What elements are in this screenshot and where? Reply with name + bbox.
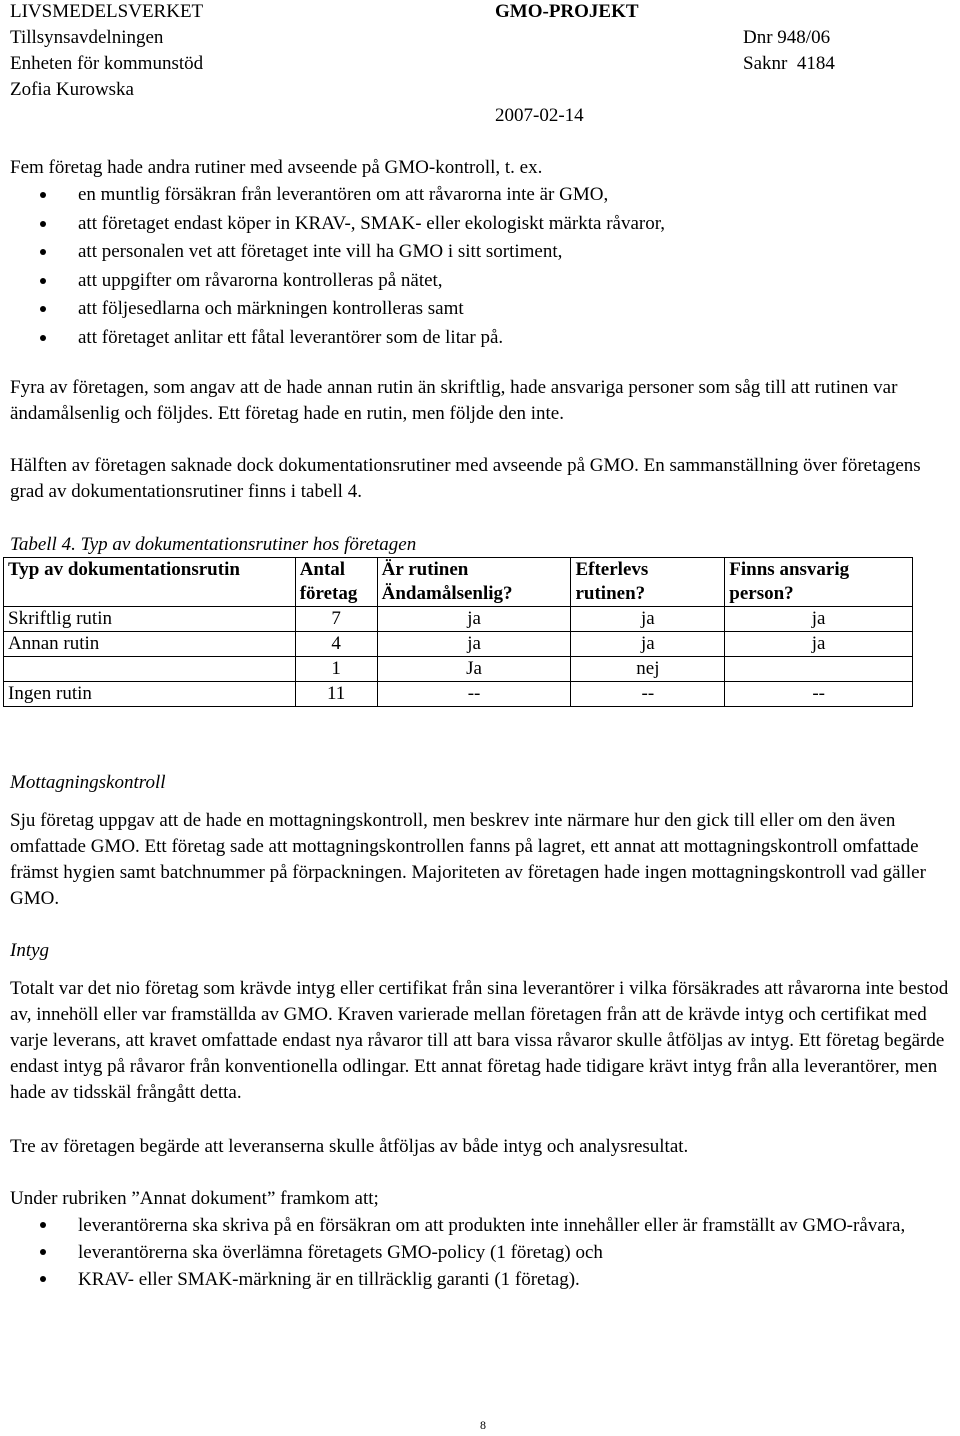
table-cell: Annan rutin: [4, 632, 296, 657]
table-cell: --: [571, 682, 725, 707]
other-doc-intro: Under rubriken ”Annat dokument” framkom att;: [10, 1188, 379, 1209]
paragraph-analysis: Tre av företagen begärde att leveranserna skulle åtföljas av både intyg och analysresultat.: [10, 1136, 689, 1157]
table-cell: [4, 657, 296, 682]
paragraph-certificate: Totalt var det nio företag som krävde intyg eller certifikat från sina leverantörer i vilka försäkrades att råvarorna inte bestod av, innehöll eller var framställda av GMO. Kraven varierade mellan företagen från att de krävde intyg och certifikat med varje leverans, att kravet omfattade endast nya råvaror till att bara vissa råvaror skulle åtföljas av intyg. Ett företag begärde endast intyg på råvaror från konventionella odlingar. Ett annat företag hade tidigare krävt intyg från alla leverantörer, men hade av tidsskäl frångått detta.: [10, 978, 949, 1103]
bullet-icon: [40, 221, 46, 227]
table-row: [4, 682, 913, 707]
table-cell: nej: [571, 657, 725, 682]
project-title: GMO-PROJEKT: [495, 1, 639, 22]
table-cell: 7: [295, 607, 377, 632]
intro-text: Fem företag hade andra rutiner med avseende på GMO-kontroll, t. ex.: [10, 157, 543, 178]
table-cell: ja: [725, 607, 913, 632]
unit-name: Enheten för kommunstöd: [10, 53, 204, 74]
table-cell: --: [377, 682, 571, 707]
table-cell: 4: [295, 632, 377, 657]
table-row: [4, 657, 913, 682]
author-name: Zofia Kurowska: [10, 79, 134, 100]
bullet-icon: [40, 249, 46, 255]
org-name: LIVSMEDELSVERKET: [10, 1, 204, 22]
other-doc-list: [0, 1212, 948, 1293]
col-header-appropriate: Är rutinen Ändamålsenlig?: [377, 558, 571, 607]
col-header-type: Typ av dokumentationsrutin: [4, 558, 296, 607]
paragraph-responsible: Fyra av företagen, som angav att de hade annan rutin än skriftlig, hade ansvariga personer som såg till att rutinen var ändamålsenlig och följdes. Ett företag hade en rutin, men följde den inte.: [10, 377, 898, 424]
table-row: [4, 607, 913, 632]
list-item: att företaget endast köper in KRAV-, SMAK- eller ekologiskt märkta råvaror,: [0, 210, 665, 239]
table-cell: Skriftlig rutin: [4, 607, 296, 632]
table-cell: ja: [571, 632, 725, 657]
table-cell: Ja: [377, 657, 571, 682]
document-date: 2007-02-14: [495, 105, 584, 126]
table-cell: [725, 657, 913, 682]
table-cell: ja: [377, 632, 571, 657]
dnr-number: Dnr 948/06: [743, 27, 831, 48]
bullet-icon: [40, 1222, 46, 1228]
table-cell: ja: [571, 607, 725, 632]
page-number: 8: [480, 1418, 486, 1432]
documentation-table: [3, 557, 913, 707]
table-header-row: [4, 558, 913, 607]
bullet-icon: [40, 306, 46, 312]
table-caption: Tabell 4. Typ av dokumentationsrutiner hos företagen: [10, 534, 417, 555]
section-heading-certificate: Intyg: [10, 940, 50, 961]
table-cell: ja: [377, 607, 571, 632]
table-cell: ja: [725, 632, 913, 657]
bullet-icon: [40, 278, 46, 284]
bullet-icon: [40, 1249, 46, 1255]
table-row: [4, 632, 913, 657]
routines-list: [0, 181, 665, 352]
table-cell: --: [725, 682, 913, 707]
bullet-icon: [40, 335, 46, 341]
list-item: leverantörerna ska överlämna företagets GMO-policy (1 företag) och: [0, 1239, 948, 1266]
col-header-responsible: Finns ansvarig person?: [725, 558, 913, 607]
bullet-icon: [40, 1276, 46, 1282]
list-item: leverantörerna ska skriva på en försäkran om att produkten inte innehåller eller är framställt av GMO-råvara,: [0, 1212, 948, 1239]
col-header-count: Antal företag: [295, 558, 377, 607]
list-item: att företaget anlitar ett fåtal leverantörer som de litar på.: [0, 324, 665, 353]
table-cell: 1: [295, 657, 377, 682]
col-header-followed: Efterlevs rutinen?: [571, 558, 725, 607]
list-item: att uppgifter om råvarorna kontrolleras på nätet,: [0, 267, 665, 296]
paragraph-reception: Sju företag uppgav att de hade en mottagningskontroll, men beskrev inte närmare hur den gick till eller om den även omfattade GMO. Ett företag sade att mottagningskontrollen fanns på lagret, ett annat att mottagningskontroll omfattade främst hygien samt batchnummer på förpackningen. Majoriteten av företagen hade ingen mottagningskontroll vad gäller GMO.: [10, 810, 926, 909]
list-item: att följesedlarna och märkningen kontrolleras samt: [0, 295, 665, 324]
paragraph-documentation: Hälften av företagen saknade dock dokumentationsrutiner med avseende på GMO. En sammanställning över företagens grad av dokumentationsrutiner finns i tabell 4.: [10, 455, 921, 502]
list-item: en muntlig försäkran från leverantören om att råvarorna inte är GMO,: [0, 181, 665, 210]
table-cell: 11: [295, 682, 377, 707]
department: Tillsynsavdelningen: [10, 27, 164, 48]
section-heading-reception: Mottagningskontroll: [10, 772, 166, 793]
list-item: att personalen vet att företaget inte vill ha GMO i sitt sortiment,: [0, 238, 665, 267]
table-cell: Ingen rutin: [4, 682, 296, 707]
bullet-icon: [40, 192, 46, 198]
saknr-number: Saknr 4184: [743, 53, 835, 74]
list-item: KRAV- eller SMAK-märkning är en tillräcklig garanti (1 företag).: [0, 1266, 948, 1293]
